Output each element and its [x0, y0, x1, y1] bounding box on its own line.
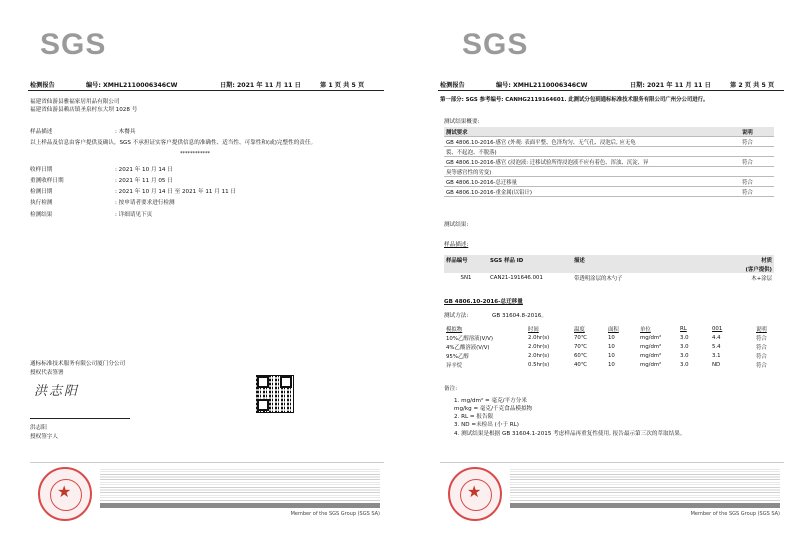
mig-temp: 70℃ — [574, 334, 587, 341]
mig-unit: mg/dm² — [640, 352, 662, 359]
official-stamp-icon — [448, 467, 502, 521]
client-address: 福建省仙游县赖店镇圣泉村东大坝 1028 号 — [30, 107, 138, 113]
address-bar — [100, 503, 380, 508]
client-name: 福建省仙游县雅福家居用品有限公司 — [30, 99, 120, 105]
note-line: mg/kg = 毫克/千克食品模拟物 — [454, 406, 533, 412]
company-name: 通标标准技术服务有限公司厦门分公司 — [30, 361, 126, 367]
report-date: 日期: 2021 年 11 月 11 日 — [220, 82, 301, 89]
signature-icon: 洪志阳 — [34, 384, 80, 399]
sample-head-desc: 描述 — [574, 257, 585, 264]
mig-time: 2.0hr(s) — [528, 343, 550, 350]
info-row-label: 重测收样日期 — [30, 178, 64, 184]
mig-note: 符合 — [756, 353, 767, 360]
mig-result: 5.4 — [712, 343, 721, 350]
sample-head-spacer — [444, 264, 488, 273]
table-row — [444, 342, 774, 351]
info-row-value: : 2021 年 10 月 14 日 — [115, 167, 173, 173]
info-row-label: 检测日期 — [30, 189, 53, 195]
mig-area: 10 — [608, 361, 615, 368]
mig-note: 符合 — [756, 344, 767, 351]
sgs-logo-icon: SGS — [40, 28, 107, 61]
sample-head-id: SGS 样品 ID — [490, 257, 524, 264]
mig-note: 符合 — [756, 362, 767, 369]
mig-temp: 70℃ — [574, 343, 587, 350]
qr-corner-icon — [280, 376, 292, 388]
summary-req: GB 4806.10-2016-重金属(以铅计) — [444, 187, 740, 197]
sample-head-material2: (客户提供) — [745, 266, 772, 273]
address-bar — [510, 503, 780, 508]
sample-desc-title: 样品描述: — [444, 242, 469, 248]
summary-req: 裂、不起泡、不脱落) — [444, 147, 740, 157]
table-row — [444, 273, 774, 282]
mig-rl: 3.0 — [680, 334, 689, 341]
page2-footer — [440, 462, 784, 519]
mig-result: ND — [712, 361, 721, 368]
summary-note — [740, 167, 774, 177]
qr-corner-icon — [257, 399, 269, 411]
sample-head-no: 样品编号 — [446, 257, 468, 264]
mig-head-unit: 单位 — [640, 326, 651, 333]
page-number: 第 2 页 共 5 页 — [730, 82, 775, 89]
mig-unit: mg/dm² — [640, 343, 662, 350]
terms-fine-print — [510, 467, 780, 501]
method-section-title: GB 4806.10-2016-总迁移量 — [444, 299, 523, 305]
mig-temp: 40℃ — [574, 361, 587, 368]
note-line: 3. ND =未检出 (小于 RL) — [454, 422, 519, 428]
mig-head-temp: 温度 — [574, 326, 585, 333]
official-stamp-icon — [38, 467, 92, 521]
mig-result: 4.4 — [712, 334, 721, 341]
info-row-value: : 2021 年 10 月 14 日 至 2021 年 11 月 11 日 — [115, 189, 237, 195]
table-row — [444, 157, 774, 167]
mig-unit: mg/dm² — [640, 361, 662, 368]
authorized-label: 授权代表签署 — [30, 370, 64, 376]
sample-desc-label: 样品描述 — [30, 129, 53, 135]
sample-head-spacer — [488, 264, 572, 273]
summary-note: 符合 — [740, 157, 774, 167]
report-number: 编号: XMHL2110006346CW — [496, 82, 588, 89]
mig-sim: 4%乙酸溶液(V/V) — [446, 344, 490, 351]
mig-head-rl: RL — [680, 325, 687, 332]
sample-desc: 带透明涂层的木勺子 — [574, 275, 623, 282]
summary-table — [444, 127, 774, 197]
table-row — [444, 137, 774, 147]
table-row — [444, 167, 774, 177]
star-icon: ★ — [57, 482, 72, 501]
mig-head-time: 时间 — [528, 326, 539, 333]
method-label: 测试方法: — [444, 313, 469, 319]
info-row-value: : 详细请见下页 — [115, 212, 153, 218]
mig-head-note: 说明 — [756, 326, 767, 333]
mig-time: 2.0hr(s) — [528, 352, 550, 359]
signer-title: 授权签字人 — [30, 434, 58, 440]
summary-req: GB 4806.10-2016-感官 (浸泡液: 迁移试验所得浸泡液不应有着色、浑浊、沉淀、异 — [444, 157, 740, 167]
member-text: Member of the SGS Group (SGS SA) — [290, 511, 380, 517]
summary-head-req: 测试要求 — [444, 127, 740, 137]
sample-material: 木+涂层 — [751, 275, 772, 282]
page-number: 第 1 页 共 5 页 — [320, 82, 365, 89]
sample-desc-value: : 木餐具 — [115, 129, 136, 135]
disclaimer: 以上样品及信息由客户提供及确认。SGS 不承担证实客户提供信息的准确性、适当性、可靠性和(或)完整性的责任。 — [30, 140, 317, 146]
table-row — [444, 177, 774, 187]
results-title: 测试结果: — [444, 222, 469, 228]
part1-statement: 第一部分: SGS 参考编号: CANHG2119164601. 此测试分包到通标标准技术服务有限公司广州分公司进行。 — [440, 97, 709, 103]
page1-footer — [30, 462, 384, 519]
mig-sim: 10%乙醇溶液(V/V) — [446, 335, 493, 342]
report-title: 检测报告 — [440, 82, 465, 89]
summary-note: 符合 — [740, 137, 774, 147]
notes-title: 备注: — [444, 386, 458, 392]
table-row — [444, 351, 774, 360]
note-line: 1. mg/dm² = 毫克/平方分米 — [454, 398, 527, 404]
summary-note: 符合 — [740, 187, 774, 197]
mig-area: 10 — [608, 334, 615, 341]
mig-time: 0.5hr(s) — [528, 361, 550, 368]
sample-table — [444, 255, 774, 282]
sample-id: CAN21-191646.001 — [490, 274, 543, 281]
mig-sim: 异辛烷 — [446, 362, 463, 369]
sample-no: SN1 — [460, 274, 472, 281]
info-row-label: 执行检测 — [30, 200, 53, 206]
table-row — [444, 333, 774, 342]
separator-dots: ************ — [180, 151, 210, 157]
star-icon: ★ — [467, 482, 482, 501]
header-divider — [438, 90, 784, 91]
mig-time: 2.0hr(s) — [528, 334, 550, 341]
info-row-value: : 按申请者要求进行检测 — [115, 200, 175, 206]
qr-corner-icon — [257, 376, 269, 388]
summary-note: 符合 — [740, 177, 774, 187]
mig-area: 10 — [608, 352, 615, 359]
note-line: 2. RL = 报告限 — [454, 414, 494, 420]
sample-head-material: 材质 — [761, 257, 772, 264]
mig-result: 3.1 — [712, 352, 721, 359]
mig-area: 10 — [608, 343, 615, 350]
summary-note — [740, 147, 774, 157]
summary-req: 臭等感官性的劣变) — [444, 167, 740, 177]
signer-name: 洪志阳 — [30, 425, 47, 431]
report-page-2 — [400, 0, 800, 539]
sample-head-spacer — [572, 264, 730, 273]
table-row — [444, 147, 774, 157]
report-date: 日期: 2021 年 11 月 11 日 — [630, 82, 711, 89]
info-row-label: 收样日期 — [30, 167, 53, 173]
mig-sim: 95%乙醇 — [446, 353, 469, 360]
summary-req: GB 4806.10-2016-总迁移量 — [444, 177, 740, 187]
info-row-value: : 2021 年 11 月 05 日 — [115, 178, 173, 184]
table-row — [444, 187, 774, 197]
summary-title: 测试结果概要: — [444, 119, 480, 125]
signature-line — [30, 418, 130, 419]
report-number: 编号: XMHL2110006346CW — [86, 82, 178, 89]
table-row — [444, 360, 774, 369]
mig-rl: 3.0 — [680, 343, 689, 350]
mig-head-sim: 模拟物 — [446, 326, 463, 333]
header-divider — [28, 90, 384, 91]
info-row-label: 检测结果 — [30, 212, 53, 218]
mig-unit: mg/dm² — [640, 334, 662, 341]
mig-head-001: 001 — [712, 325, 723, 332]
member-text: Member of the SGS Group (SGS SA) — [690, 511, 780, 517]
mig-head-area: 面积 — [608, 326, 619, 333]
migration-table — [444, 324, 774, 369]
note-line: 4. 测试结果是根据 GB 31604.1-2015 考虑样品再重复性使用, 报告最示第三次的萃取结果。 — [454, 431, 686, 437]
summary-head-note: 说明 — [740, 127, 774, 137]
mig-note: 符合 — [756, 335, 767, 342]
mig-rl: 3.0 — [680, 361, 689, 368]
sgs-logo-icon: SGS — [462, 28, 529, 61]
summary-req: GB 4806.10-2016-感官 (外观: 表面平整、色泽均匀、无气孔、浸泡后, 应无龟 — [444, 137, 740, 147]
mig-temp: 60℃ — [574, 352, 587, 359]
method-value: GB 31604.8-2016。 — [492, 313, 547, 319]
terms-fine-print — [100, 467, 380, 501]
mig-rl: 3.0 — [680, 352, 689, 359]
report-title: 检测报告 — [30, 82, 55, 89]
